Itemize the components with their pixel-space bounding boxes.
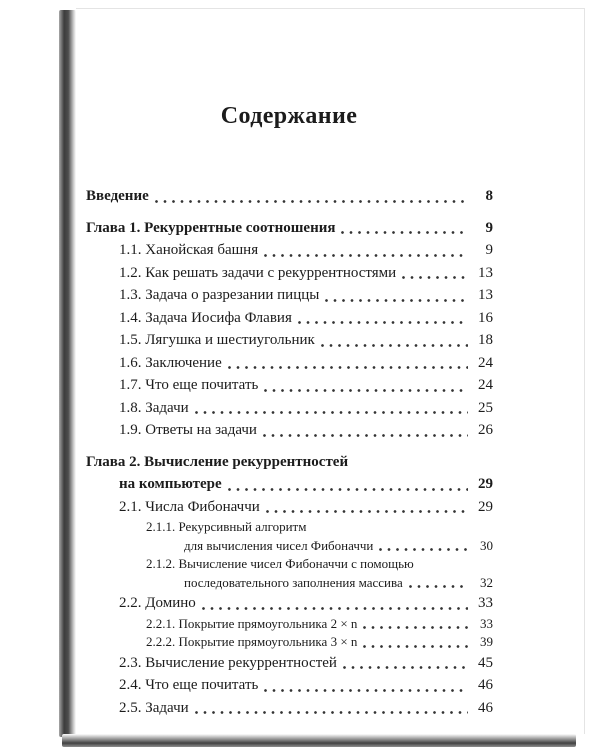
toc-entry-text: Глава 2. Вычисление рекуррентностей: [86, 453, 349, 470]
toc-entry-text: 2.3. Вычисление рекуррентностей: [119, 654, 337, 671]
toc-entry-text: 2.2.2. Покрытие прямоугольника 3 × n: [146, 634, 358, 649]
toc-page-number: 24: [478, 354, 493, 371]
toc-entry-line: [119, 652, 493, 675]
toc-entry-line: [119, 496, 493, 519]
toc-entry-text: 1.7. Что еще почитать: [119, 377, 259, 393]
toc-entry-text: последовательного заполнения массива: [184, 574, 403, 590]
toc-page-number: 33: [480, 615, 493, 631]
toc-entry-text: 2.1.1. Рекурсивный алгоритм: [146, 519, 307, 534]
toc-page-number: 33: [478, 595, 493, 611]
dot-leader: [363, 633, 468, 652]
dot-leader: [341, 217, 468, 240]
toc-entry-text: 1.1. Ханойская башня: [119, 242, 259, 258]
dot-leader: [298, 307, 468, 330]
toc-entry: [86, 674, 493, 697]
toc-entry: [86, 397, 493, 420]
dot-leader: [379, 537, 468, 556]
dot-leader: [155, 185, 468, 208]
toc-page-number: 46: [478, 699, 493, 716]
page-edge-top: [76, 8, 584, 9]
toc-entry-text: 2.4. Что еще почитать: [119, 677, 259, 693]
toc-entry: [86, 518, 493, 555]
dot-leader: [195, 697, 468, 720]
dot-leader: [321, 329, 468, 352]
toc-entry: [86, 374, 493, 397]
page-edge-right: [584, 8, 585, 734]
toc-entry: [86, 633, 493, 652]
toc-entry-line: [119, 674, 493, 697]
toc-entry: [86, 451, 493, 496]
toc-entry-line: [119, 307, 493, 330]
toc-page-number: 8: [485, 188, 493, 204]
toc-entry-text: 2.2. Домино: [119, 595, 196, 611]
toc-page-number: 45: [478, 654, 493, 671]
dot-leader: [264, 239, 468, 262]
toc-entry: [86, 419, 493, 442]
toc-entry: [86, 615, 493, 634]
toc-entry-line: [146, 574, 493, 593]
toc-entry-text: 1.9. Ответы на задачи: [119, 422, 257, 438]
toc-entry-text: 2.1.2. Вычисление чисел Фибоначчи с помощью: [146, 556, 414, 571]
toc-entry-line: [119, 329, 493, 352]
toc-entry-text: 1.6. Заключение: [119, 354, 222, 371]
toc-entry: [86, 329, 493, 352]
toc-entry-line: [86, 185, 493, 208]
toc-entry-line: [146, 633, 493, 652]
dot-leader: [202, 592, 468, 615]
toc-entry-line: [146, 615, 493, 634]
toc-entry-line: [119, 352, 493, 375]
toc-page-number: 9: [485, 219, 493, 236]
toc-entry: [86, 262, 493, 285]
toc-entry: [86, 239, 493, 262]
toc-entry: [86, 652, 493, 675]
toc-entry-line: [119, 697, 493, 720]
toc-entry-line: [86, 217, 493, 240]
toc-entry: [86, 592, 493, 615]
toc-page-number: 13: [478, 287, 493, 303]
toc-page-number: 29: [478, 476, 493, 492]
toc-entry-line: [119, 262, 493, 285]
page-title: Содержание: [220, 103, 358, 129]
toc-entry-text: 2.5. Задачи: [119, 699, 189, 716]
toc-page-number: 24: [478, 377, 493, 393]
toc-entry-line: [146, 537, 493, 556]
toc-entry-line: [119, 374, 493, 397]
toc-page-number: 32: [480, 574, 493, 590]
toc-entry: [86, 352, 493, 375]
toc-entry-text: 1.3. Задача о разрезании пиццы: [119, 287, 320, 303]
toc-page-number: 26: [478, 422, 493, 438]
toc-entry: [86, 284, 493, 307]
toc-entry-text: Введение: [86, 188, 149, 204]
dot-leader: [409, 574, 468, 593]
dot-leader: [264, 674, 468, 697]
dot-leader: [263, 419, 468, 442]
page-bottom-shadow: [62, 734, 576, 747]
toc-page-number: 9: [485, 242, 493, 258]
dot-leader: [363, 615, 468, 634]
toc-entry-text: для вычисления чисел Фибоначчи: [184, 537, 374, 553]
toc-page-number: 18: [478, 332, 493, 348]
toc-page-number: 29: [478, 498, 493, 515]
toc-page-number: 16: [478, 309, 493, 326]
toc-entry-line: [119, 239, 493, 262]
toc-page-number: 39: [480, 634, 493, 649]
book-spine-shadow: [59, 10, 76, 737]
toc-entry: [86, 496, 493, 519]
dot-leader: [228, 473, 468, 496]
toc-page-number: 46: [478, 677, 493, 693]
toc-entry-text: 1.5. Лягушка и шестиугольник: [119, 332, 315, 348]
dot-leader: [195, 397, 468, 420]
dot-leader: [402, 262, 468, 285]
toc-entry-text: 2.1. Числа Фибоначчи: [119, 498, 260, 515]
toc-entry-text: 1.2. Как решать задачи с рекуррентностями: [119, 264, 397, 281]
toc-entry-line: [119, 419, 493, 442]
toc-entry-line: [119, 397, 493, 420]
toc-entry: [86, 217, 493, 240]
toc-entry-text: на компьютере: [119, 476, 222, 492]
toc-entry-text: 2.2.1. Покрытие прямоугольника 2 × n: [146, 615, 358, 631]
toc-entry-text: Глава 1. Рекуррентные соотношения: [86, 219, 336, 236]
dot-leader: [325, 284, 468, 307]
toc-page-number: 13: [478, 264, 493, 281]
toc-entry-line: [86, 473, 493, 496]
toc-entry-line: [119, 592, 493, 615]
toc-entry: [86, 555, 493, 592]
dot-leader: [228, 352, 468, 375]
toc-entry: [86, 307, 493, 330]
toc-page-number: 30: [480, 537, 493, 553]
toc-entry: [86, 697, 493, 720]
toc-entry-line: [119, 284, 493, 307]
toc-entry-text: 1.8. Задачи: [119, 399, 189, 416]
toc-list: [86, 185, 493, 719]
toc-page-number: 25: [478, 399, 493, 416]
dot-leader: [264, 374, 468, 397]
dot-leader: [266, 496, 468, 519]
dot-leader: [343, 652, 468, 675]
toc-entry-text: 1.4. Задача Иосифа Флавия: [119, 309, 292, 326]
toc-entry: [86, 185, 493, 208]
